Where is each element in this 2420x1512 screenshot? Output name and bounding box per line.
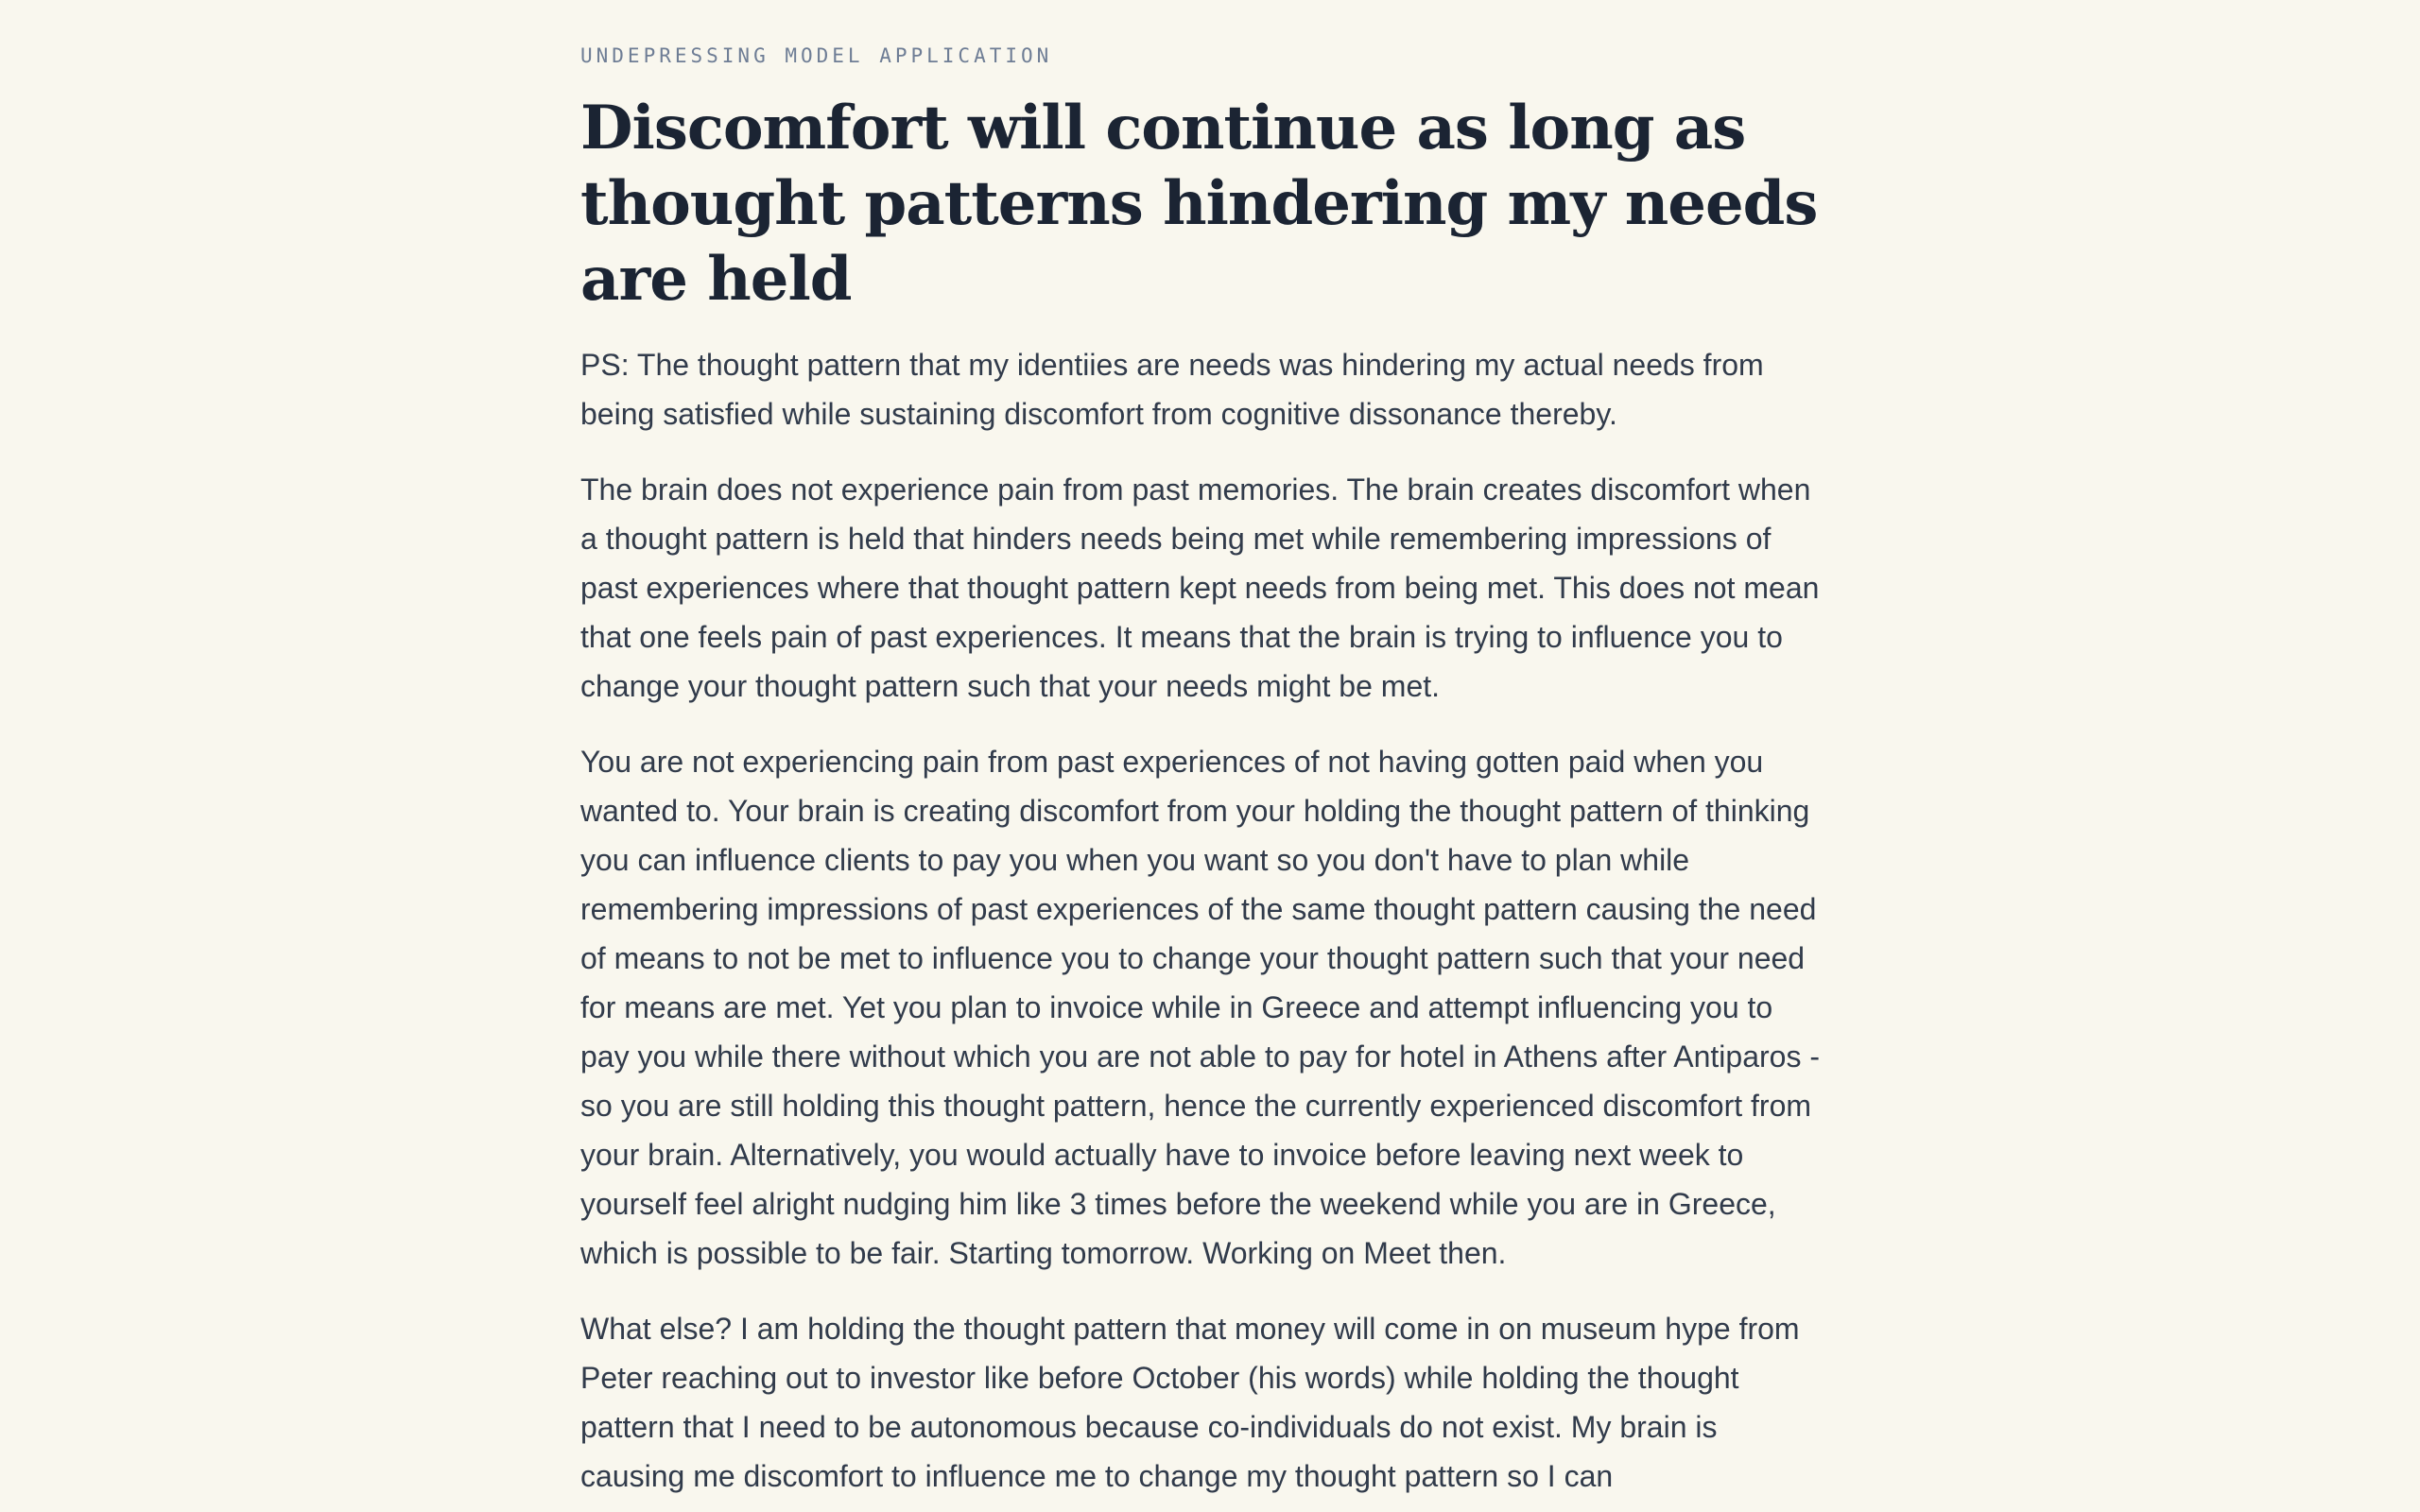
article-body bbox=[580, 340, 1828, 1501]
paragraph-3: You are not experiencing pain from past experiences of not having gotten paid when you wanted to. Your brain is creating discomfort from your holding the thought pattern of thinking you can influence clients to pay you when you want so you don't have to plan while remembering impressions of past experiences of the same thought pattern causing the need of means to not be met to influence you to change your thought pattern such that your need for means are met. Yet you plan to invoice while in Greece and attempt influencing you to pay you while there without which you are not able to pay for hotel in Athens after Antiparos - so you are still holding this thought pattern, hence the currently experienced discomfort from your brain. Alternatively, you would actually have to invoice before leaving next week to yourself feel alright nudging him like 3 times before the weekend while you are in Greece, which is possible to be fair. Starting tomorrow. Working on Meet then. bbox=[580, 745, 1820, 1270]
article-eyebrow: UNDEPRESSING MODEL APPLICATION bbox=[580, 44, 1053, 67]
paragraph-2: The brain does not experience pain from past memories. The brain creates discomfort when a thought pattern is held that hinders needs being met while remembering impressions of past experiences where that thought pattern kept needs from being met. This does not mean that one feels pain of past experiences. It means that the brain is trying to influence you to change your thought pattern such that your needs might be met. bbox=[580, 472, 1820, 703]
paragraph-1: PS: The thought pattern that my identiies are needs was hindering my actual needs from being satisfied while sustaining discomfort from cognitive dissonance thereby. bbox=[580, 348, 1764, 431]
article bbox=[580, 42, 1828, 1512]
paragraph-4: What else? I am holding the thought pattern that money will come in on museum hype from Peter reaching out to investor like before October (his words) while holding the thought pattern that I need to be autonomous because co-individuals do not exist. My brain is causing me discomfort to influence me to change my thought pattern so I can bbox=[580, 1312, 1800, 1493]
article-title: Discomfort will continue as long as thought patterns hindering my needs are held bbox=[580, 93, 1818, 315]
